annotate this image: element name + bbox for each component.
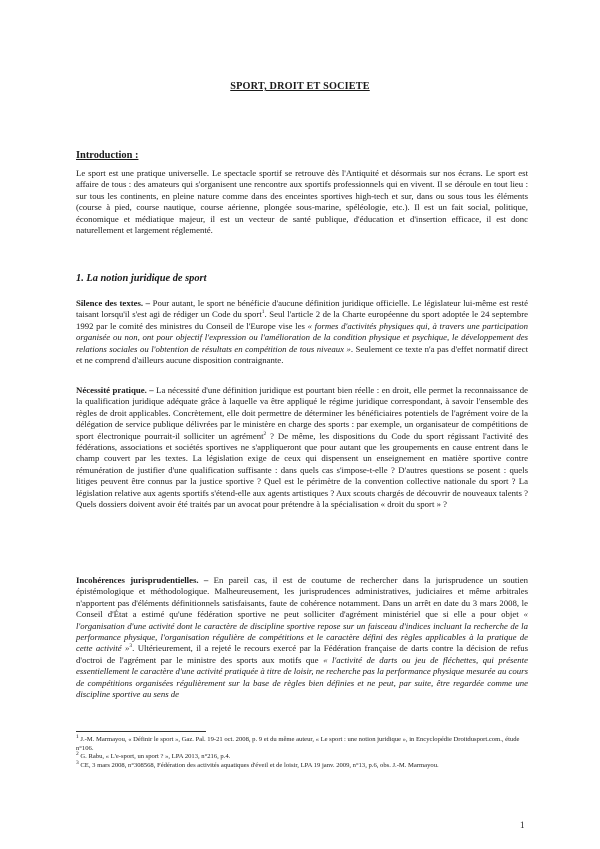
quotation: « l'activité de darts ou jeu de fléchettes, qui présente essentiellement le caractère d'une activité pratiquée à titre de loisir, ne recherche pas la performance physique mesurée au cours de compétitions organisées régulièrement sur la base de règles bien définies et ne peut, par suite, être regardée comme une discipline sportive au sens de xyxy=(76,654,528,700)
section-heading-notion: 1. La notion juridique de sport xyxy=(76,273,207,284)
footnote-separator xyxy=(76,731,206,732)
paragraph-text: . Ultérieurement, il a rejeté le recours exercé par la Fédération française de darts contre la décision de refus d'octroi de l'agrément par le ministre des sports aux motifs que xyxy=(76,643,529,665)
paragraph-text: ? De même, les dispositions du Code du sport régissant l'activité des fédérations, associations et sociétés sportives ne s'appliqueront que pour autant que les groupements en cause entrent dans le champ couvert par les textes. La législation exige de ceux qui dispensent un enseignement en matière sportive contre rémunération de justifier d'une qualification suffisante : dans quels cas s'impose-t-elle ? D'autres questions se posent : quels litiges peuvent être connus par la justice sportive ? Quel est le périmètre de la convention collective nationale du sport ? La législation relative aux agents sportifs s'étend-elle aux agents artistiques ? Aux scouts chargés de découvrir de nouveaux talents ? Quels dossiers doivent avoir été traités par un avocat pour prétendre à la spécialisation « droit du sport » ? xyxy=(76,430,528,510)
footnote-item xyxy=(76,733,528,753)
introduction-paragraph: Le sport est une pratique universelle. Le spectacle sportif se retrouve dès l'Antiquité et désormais sur nos écrans. Le sport est affaire de tous : des amateurs qui s'organisent une rencontre aux sportifs professionnels qui en vivent. Il se déroule en tout lieu : sur tous les continents, en pleine nature comme dans des enceintes sportives high-tech et sur, dans ou sous tous les éléments (course à pied, course nautique, course aérienne, plongée sous-marine, spéléologie, etc.). Il est un fait social, politique, économique et médiatique majeur, il est un vecteur de santé publique, d'éducation et d'insertion efficace, il est donc naturellement et largement réglementé. xyxy=(76,168,528,236)
paragraph-text: . Seul l'article 2 de la Charte européenne du sport adoptée le 24 septembre 1992 par le comité des ministres du Conseil de l'Europe vise les xyxy=(76,309,528,331)
paragraph-lead: Incohérences jurisprudentielles. – xyxy=(76,575,209,585)
footnote-number: 1 xyxy=(76,733,79,740)
paragraph-text: En pareil cas, il est de coutume de rechercher dans la jurisprudence un soutien épistémologique et méthodologique. Malheureusement, les jurisprudences administratives, judiciaires et même arbitrales n'apportent pas d'éléments définitionnels satisfaisants, faute de cohérence notamment. Dans un arrêt en date du 3 mars 2008, le Conseil d'État a estimé qu'une fédération sportive ne peut solliciter d'agrément ministériel que si elle a pour objet xyxy=(76,575,528,620)
footnote-number: 3 xyxy=(76,759,79,766)
paragraph-incoherences-jurisprudentielles xyxy=(76,575,528,700)
footnote-ref: 1 xyxy=(261,309,265,316)
footnote-text: G. Rabu, « L'e-sport, un sport ? », LPA 2013, n°216, p.4. xyxy=(78,753,231,761)
paragraph-text: Pour autant, le sport ne bénéficie d'aucune définition juridique officielle. Le législateur lui-même est resté taisant lorsqu'il s'est agi de rédiger un Code du sport xyxy=(76,298,528,320)
paragraph-lead: Silence des textes. – xyxy=(76,298,151,308)
footnote-item xyxy=(76,759,528,771)
footnote-text: J.-M. Marmayou, « Définir le sport », Gaz. Pal. 19-21 oct. 2008, p. 9 et du même auteur, « Le sport : une notion juridique », in Encyclopédie Droitdusport.com., étude n°106. xyxy=(76,736,520,752)
footnote-number: 2 xyxy=(76,751,79,757)
paragraph-text: . Seulement ce texte n'a pas d'effet normatif direct et ne comprend d'ailleurs aucune disposition contraignante. xyxy=(76,343,528,366)
footnote-ref: 3 xyxy=(129,643,133,650)
quotation: « l'organisation d'une activité dont le caractère de discipline sportive repose sur un faisceau d'indices incluant la recherche de la performance physique, l'organisation régulière de compétitions et le caractère défini des règles applicables à la pratique de cette activité » xyxy=(76,609,528,654)
paragraph-lead: Nécessité pratique. – xyxy=(76,385,154,395)
quotation: « formes d'activités physiques qui, à travers une participation organisée ou non, ont pour objectif l'expression ou l'amélioration de la condition physique et psychique, le développement des relations sociales ou l'obtention de résultats en compétition de tous niveaux » xyxy=(76,320,528,354)
document-title: SPORT, DROIT ET SOCIETE xyxy=(230,81,370,92)
introduction-heading: Introduction : xyxy=(76,150,139,161)
paragraph-silence-des-textes xyxy=(76,298,528,366)
footnote-ref: 2 xyxy=(263,430,267,437)
paragraph-text: La nécessité d'une définition juridique est pourtant bien réelle : en droit, elle permet la reconnaissance de la qualification juridique adéquate grâce à laquelle va être appliqué le régime juridique correspondant, à savoir l'ensemble des règles de droit applicables. Concrètement, elle doit permettre de déterminer les bénéficiaires potentiels de l'agrément voire de la délégation de service publique délivrées par le ministère en charge des sports : par exemple, un organisateur de compétitions de sport électronique pourrait-il solliciter un agrément xyxy=(76,385,528,441)
footnote-item xyxy=(76,753,528,762)
page-number: 1 xyxy=(520,820,525,830)
footnotes xyxy=(76,733,528,770)
footnote-text: CE, 3 mars 2008, n°308568, Fédération des activités aquatiques d'éveil et de loisir, LPA 19 janv. 2009, n°13, p.6, obs. J.-M. Marmayou. xyxy=(78,761,439,769)
paragraph-necessite-pratique xyxy=(76,385,528,510)
